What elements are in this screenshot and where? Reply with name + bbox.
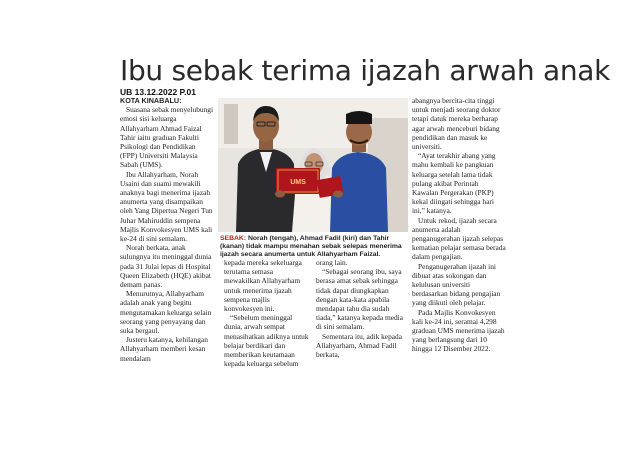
article-column-1 <box>120 96 214 363</box>
paragraph: “Ayat terakhir abang yang mahu kembali ke pangkuan keluarga setelah lama tidak pulang akibat Perintah Kawalan Pergerakan (PKP) kekal diingati sehingga hari ini,” katanya. <box>412 151 496 216</box>
publication-reference: UB 13.12.2022 P.01 <box>120 87 196 97</box>
photo-illustration <box>218 98 408 232</box>
paragraph: kepada mereka sekeluarga terutama semasa mewakilkan Allahyarham untuk menerima ijazah sempena majlis konvokesyen ini. <box>224 258 302 314</box>
paragraph: “Sebelum meninggal dunia, arwah sempat menasihatkan adiknya untuk belajar berdikari dan memberikan keutamaan kepada keluarga sebelum <box>224 313 309 369</box>
article-photo <box>218 98 408 232</box>
paragraph: orang lain. <box>316 258 348 267</box>
paragraph: Suasana sebak menyelubungi emosi sisi keluarga Allahyarham Ahmad Faizal Tahir iaitu graduan Fakulti Psikologi dan Pendidikan (FPP) Universiti Malaysia Sabah (UMS). <box>120 105 214 170</box>
caption-tag: SEBAK: <box>220 235 247 242</box>
paragraph: Menurutnya, Allahyarham adalah anak yang begitu mengutamakan keluarga selain seorang yang penyayang dan suka bergaul. <box>120 289 212 336</box>
dateline-paragraph <box>120 96 214 105</box>
dateline: KOTA KINABALU: <box>120 96 182 105</box>
certificate-logo-text: UMS <box>290 179 306 186</box>
paragraph: Ibu Allahyarham, Norah Usaini dan suami mewakili anaknya bagi menerima ijazah anumerta yang disampaikan oleh Yang Dipertua Negeri Tun Juhar Mahiruddin sempena Majlis Konvokesyen UMS kali ke-24 di sini semalam. <box>120 169 213 244</box>
caption-text: Norah (tengah), Ahmad Fadil (kiri) dan Tahir (kanan) tidak mampu menahan sebak selepas menerima ijazah secara anumerta untuk Allahyarham Faizal. <box>220 235 402 259</box>
paragraph: abangnya bercita-cita tinggi untuk menjadi seorang doktor tetapi datuk mereka berharap agar arwah menceburi bidang pendidikan dan masuk ke universiti. <box>412 96 501 152</box>
paragraph: Penganugerahan ijazah ini dibuat atas sokongan dan kelulusan universiti berdasarkan bidang pengajian yang diikuti oleh pelajar. <box>412 261 501 308</box>
paragraph: Untuk rekod, ijazah secara anumerta adalah penganugerahan ijazah selepas kematian pelajar semasa berada dalam pengajian. <box>412 215 506 262</box>
photo-caption <box>220 235 408 260</box>
paragraph: Norah berkata, anak sulungnya itu meninggal dunia pada 31 Julai lepas di Hospital Queen Elizabeth (HQE) akibat demam panas. <box>120 243 212 290</box>
article-column-3 <box>316 258 404 359</box>
paragraph: Pada Majlis Konvokesyen kali ke-24 ini, seramai 4,298 graduan UMS menerima ijazah yang berlangsung dari 10 hingga 12 Disember 2022. <box>412 307 505 354</box>
article-headline: Ibu sebak terima ijazah arwah anak <box>120 54 611 87</box>
article-column-2 <box>224 258 310 368</box>
paragraph: Justeru katanya, kehilangan Allahyarham memberi kesan mendalam <box>120 335 208 363</box>
paragraph: “Sebagai seorang ibu, saya berasa amat sebak sehingga tidak dapat diungkapkan dengan kata-kata apabila mendapat tahu dia sudah tiada,” katanya kepada media di sini semalam. <box>316 267 403 332</box>
paragraph: Sementara itu, adik kepada Allahyarham, Ahmad Fadil berkata, <box>316 331 403 360</box>
article-column-4 <box>412 96 506 354</box>
